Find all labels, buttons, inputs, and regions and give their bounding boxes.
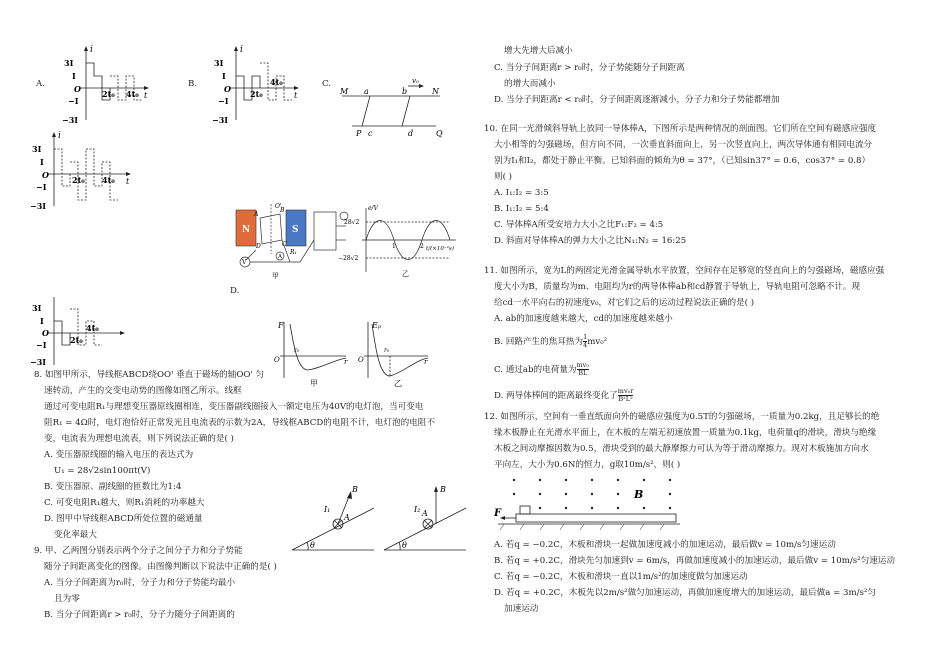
q9-option-b-cont: 增大先增大后减小 <box>504 46 573 56</box>
svg-text:−3I: −3I <box>62 115 79 124</box>
option-c-label: C. <box>322 79 332 89</box>
svg-text:P: P <box>356 129 362 138</box>
q11-option-a: A. ab的加速度越来越大，cd的加速度越来越小 <box>494 314 673 324</box>
q12-line1: 12. 如图所示，空间有一垂直纸面向外的磁感应强度为0.5T的匀强磁场，一质量为0.2kg，且足够长的绝 <box>484 412 880 422</box>
svg-text:2t₀: 2t₀ <box>250 89 263 99</box>
question-9-figure <box>270 318 430 388</box>
svg-text:S: S <box>292 225 299 235</box>
svg-text:I₁: I₁ <box>324 505 331 514</box>
svg-text:I: I <box>40 157 44 167</box>
q12-option-d: D. 若q = +0.2C，木板先以2m/s²做匀加速运动，再做加速度增大的加速运动，最后做a = 3m/s²匀 <box>494 588 876 598</box>
svg-text:4t₀: 4t₀ <box>126 89 139 99</box>
svg-text:O: O <box>74 84 81 94</box>
q12-line4: 平向左，大小为0.6N的恒力，g取10m/s²，则( ) <box>494 460 681 470</box>
svg-text:A: A <box>422 509 428 518</box>
svg-text:c: c <box>368 129 373 138</box>
svg-text:t/(×10⁻²s): t/(×10⁻²s) <box>426 246 454 252</box>
q9-option-a: A. 当分子间距离为r₀时，分子力和分子势能均最小 <box>44 578 236 588</box>
q11-option-c: C. 通过ab的电荷量为 $\frac{\text{mv₀}}{BL}$ <box>494 361 589 377</box>
right-column <box>478 0 946 671</box>
q9-option-d: D. 当分子间距离r < r₀时，分子间距离逐渐减小，分子力和分子势能都增加 <box>494 95 780 105</box>
q9-option-b: B. 当分子间距离r > r₀时，分子力随分子间距离的 <box>44 610 235 620</box>
svg-text:−28√2: −28√2 <box>338 255 359 262</box>
option-d-graph <box>18 295 128 367</box>
svg-text:4t₀: 4t₀ <box>86 323 99 333</box>
svg-text:−3I: −3I <box>212 115 229 124</box>
q8-option-a-formula: U₁ = 28√2sin100πt(V) <box>54 466 151 476</box>
q11-line2: 度大小为B，质量均为m、电阻均为r的两导体棒ab和cd静置于导轨上，导轨电阻可忽略不计。现 <box>494 282 861 292</box>
svg-text:O: O <box>42 328 49 338</box>
svg-text:3I: 3I <box>32 303 42 313</box>
svg-text:1: 1 <box>392 243 396 250</box>
svg-text:3I: 3I <box>64 58 74 68</box>
q12-option-d-cont: 加速运动 <box>504 604 539 614</box>
q8-line2: 速转动，产生的交变电动势的图像如图乙所示。线框 <box>44 386 242 396</box>
q12-option-b: B. 若q = +0.2C，滑块先匀加速到v = 6m/s，再做加速度减小的加速运动，最后做v = 10m/s²匀速运动 <box>494 556 895 566</box>
svg-text:t: t <box>126 177 130 186</box>
svg-text:θ: θ <box>310 541 315 550</box>
svg-text:O: O <box>224 84 231 94</box>
q10-line3: 别为I₁和I₂，都处于静止平衡。已知斜面的倾角为θ = 37°，（已知sin37° = 0.6，cos37° = 0.8） <box>494 156 871 166</box>
q11-option-b: B. 回路产生的焦耳热为 $\frac{1}{4}$ mv₀² <box>494 333 608 349</box>
question-12-figure <box>494 472 684 534</box>
q8-line3: 通过可变电阻R₁与理想变压器原线圈相连，变压器副线圈接入一额定电压为40V的电灯泡，当可变电 <box>44 402 424 412</box>
q9-option-a-cont: 且为零 <box>54 594 80 604</box>
q9-line1: 9. 甲、乙两图分别表示两个分子之间分子力和分子势能 <box>34 546 243 556</box>
svg-text:θ: θ <box>402 541 407 550</box>
q9-option-c-cont: 的增大而减小 <box>504 79 556 89</box>
question-8-figure <box>230 200 460 290</box>
svg-text:r₀: r₀ <box>384 347 390 354</box>
svg-text:F: F <box>494 508 502 519</box>
svg-text:R₁: R₁ <box>290 249 297 256</box>
svg-text:−I: −I <box>36 340 47 350</box>
svg-text:O': O' <box>275 203 282 210</box>
svg-text:r₀: r₀ <box>294 347 300 354</box>
q10-line4: 则( ) <box>494 172 513 182</box>
q10-option-d: D. 斜面对导体棒A的弹力大小之比N₁:N₂ = 16:25 <box>494 236 687 246</box>
svg-text:r: r <box>424 358 428 366</box>
question-10-figure <box>288 480 468 556</box>
q8-line5: 变，电流表为理想电流表，则下列说法正确的是( ) <box>44 434 234 444</box>
svg-text:b: b <box>402 87 408 96</box>
q10-option-c: C. 导体棒A所受安培力大小之比F₁:F₂ = 4:5 <box>494 220 664 230</box>
svg-text:4t₀: 4t₀ <box>102 175 115 185</box>
option-b-label: B. <box>188 79 198 89</box>
svg-text:D: D <box>256 243 261 250</box>
svg-text:e/V: e/V <box>368 205 378 212</box>
svg-text:B: B <box>352 485 358 494</box>
magnetic-field-dots <box>513 479 671 509</box>
svg-text:i: i <box>58 131 61 141</box>
svg-text:A: A <box>278 254 282 260</box>
svg-text:−I: −I <box>218 96 229 106</box>
q12-line2: 缘木板静止在光滑水平面上，在木板的左端无初速放置一质量为0.1kg，电荷量q的滑块，滑块与绝缘 <box>494 428 877 438</box>
svg-text:r: r <box>344 358 348 366</box>
svg-text:28√2: 28√2 <box>344 219 360 226</box>
q12-option-a: A. 若q = −0.2C，木板和滑块一起做加速度减小的加速运动，最后做v = 10m/s匀速运动 <box>494 540 836 550</box>
svg-text:a: a <box>364 87 369 96</box>
svg-text:F: F <box>278 321 284 330</box>
svg-text:i: i <box>240 45 243 55</box>
svg-text:M: M <box>340 87 349 96</box>
q8-option-d: D. 图甲中导线框ABCD所处位置的磁通量 <box>44 514 203 524</box>
svg-text:3I: 3I <box>32 144 42 154</box>
svg-text:B: B <box>440 485 446 494</box>
svg-text:Q: Q <box>436 129 443 138</box>
svg-text:2: 2 <box>420 243 424 250</box>
svg-text:O: O <box>274 356 280 364</box>
option-a-graph <box>50 44 150 124</box>
svg-text:B: B <box>634 488 644 501</box>
svg-text:2t₀: 2t₀ <box>70 335 83 345</box>
svg-text:N: N <box>242 225 251 235</box>
svg-text:B: B <box>280 207 285 214</box>
svg-text:2t₀: 2t₀ <box>102 89 115 99</box>
svg-text:A: A <box>254 211 259 218</box>
q10-line2: 大小相等的匀强磁场，但方向不同，一次垂直斜面向上，另一次竖直向上，两次导体通有相同电流分 <box>494 140 873 150</box>
option-a-label: A. <box>36 79 45 89</box>
svg-text:乙: 乙 <box>402 270 409 278</box>
svg-text:I₂: I₂ <box>414 505 421 514</box>
svg-text:t: t <box>144 91 148 100</box>
q12-line3: 木板之间动摩擦因数为0.5，滑块受到的最大静摩擦力可认为等于滑动摩擦力。现对木板施加方向水 <box>494 444 869 454</box>
svg-text:t: t <box>294 91 298 100</box>
q8-option-b: B. 变压器原、副线圈的匝数比为1:4 <box>44 482 182 492</box>
svg-text:2t₀: 2t₀ <box>72 175 85 185</box>
option-d-label: D. <box>230 286 240 296</box>
svg-text:I: I <box>40 316 44 326</box>
svg-text:−I: −I <box>68 96 79 106</box>
svg-text:−I: −I <box>36 182 47 192</box>
option-c-graph <box>18 130 138 210</box>
q8-line4: 阻R₁ = 4Ω时，电灯泡恰好正常发光且电流表的示数为2A，导线框ABCD的电阻不计，电灯泡的电阻不 <box>44 418 435 428</box>
svg-text:O: O <box>42 170 49 180</box>
svg-text:I: I <box>72 71 76 81</box>
svg-text:v₀: v₀ <box>412 77 419 85</box>
q8-line1: 8. 如图甲所示，导线框ABCD绕OO' 垂直于磁场的轴OO' 匀 <box>34 370 265 380</box>
q11-line1: 11. 如图所示，宽为L的两固定光滑金属导轨水平放置，空间存在足够宽的竖直向上的匀强磁场，磁感应强 <box>484 266 885 276</box>
q8-option-d-cont: 变化率最大 <box>54 530 97 540</box>
svg-text:4t₀: 4t₀ <box>270 77 283 87</box>
svg-text:甲: 甲 <box>310 379 318 388</box>
q11-option-d: D. 两导体棒间的距离最终变化了 $\frac{\text{mv₀r}}{\text{B²L²}}$ <box>494 387 634 403</box>
q9-line2: 随分子间距离变化的图像。由图像判断以下说法中正确的是( ) <box>44 562 277 572</box>
svg-text:A: A <box>344 513 350 522</box>
q8-option-a: A. 变压器原线圈的输入电压的表达式为 <box>44 450 194 460</box>
axis-i: i <box>90 45 93 55</box>
svg-text:d: d <box>408 129 414 138</box>
svg-text:甲: 甲 <box>272 272 279 280</box>
q10-line1: 10. 在同一光滑倾斜导轨上放同一导体棒A，下图所示是两种情况的剖面图。它们所在空间有磁感应强度 <box>484 124 877 134</box>
q12-option-c: C. 若q = −0.2C，木板和滑块一直以1m/s²的加速度做匀加速运动 <box>494 572 748 582</box>
svg-text:N: N <box>432 87 439 96</box>
q8-option-c: C. 可变电阻R₁越大，则R₁消耗的功率越大 <box>44 498 205 508</box>
svg-text:3I: 3I <box>214 58 224 68</box>
svg-text:O: O <box>358 356 364 364</box>
q10-option-a: A. I₁:I₂ = 3:5 <box>494 188 549 198</box>
svg-text:V: V <box>242 259 247 266</box>
q9-option-c: C. 当分子间距离r > r₀时，分子势能随分子间距离 <box>494 63 685 73</box>
option-c-figure <box>336 74 446 146</box>
svg-text:乙: 乙 <box>394 379 402 388</box>
svg-text:I: I <box>222 71 226 81</box>
svg-text:C: C <box>282 241 287 248</box>
svg-text:−3I: −3I <box>30 357 47 367</box>
q11-line3: 给cd一水平向右的初速度v₀，对它们之后的运动过程说法正确的是( ) <box>494 298 755 308</box>
svg-text:Eₚ: Eₚ <box>372 321 382 330</box>
svg-text:−3I: −3I <box>30 201 47 210</box>
option-b-graph <box>200 44 300 124</box>
q10-option-b: B. I₁:I₂ = 5:4 <box>494 204 549 214</box>
left-column <box>0 0 470 671</box>
